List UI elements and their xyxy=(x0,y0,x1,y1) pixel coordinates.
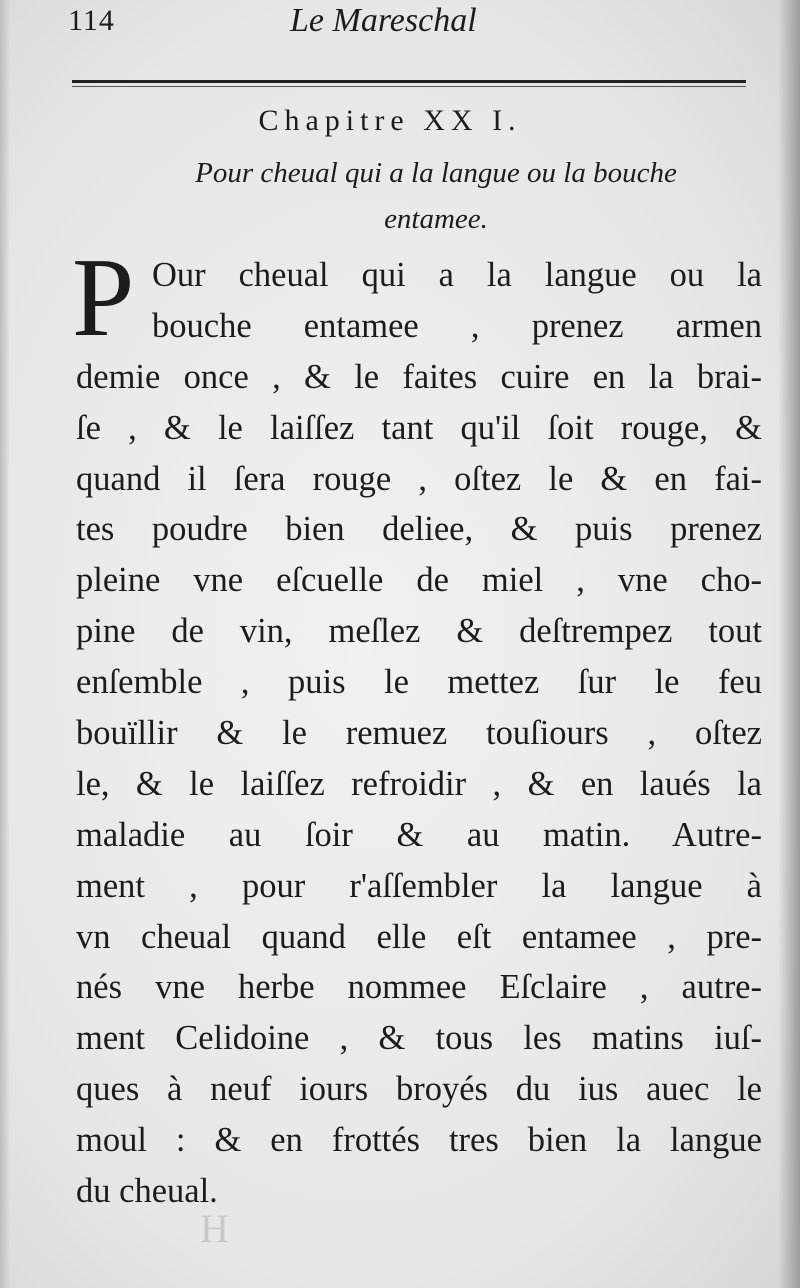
text-line: pine de vin, meſlez & deſtrempez tout xyxy=(76,612,762,651)
text-line: ment Celidoine , & tous les matins iuſ- xyxy=(76,1019,762,1058)
signature-mark: H xyxy=(200,1206,229,1251)
header-rule xyxy=(72,80,746,83)
running-head: Le Mareschal xyxy=(290,2,477,39)
text-line: nés vne herbe nommee Eſclaire , autre- xyxy=(76,968,762,1007)
text-line: le, & le laiſſez refroidir , & en laués la xyxy=(76,764,762,803)
chapter-subtitle-line-2: entamee. xyxy=(384,203,488,235)
header-rule-thin xyxy=(72,86,746,87)
text-line: enſemble , puis le mettez ſur le feu xyxy=(76,663,762,702)
text-line: quand il ſera rouge , oſtez le & en fai- xyxy=(76,459,762,498)
text-line: du cheual. xyxy=(76,1172,218,1211)
page-right-shadow xyxy=(778,0,800,1288)
text-line: bouïllir & le remuez touſiours , oſtez xyxy=(76,714,762,753)
chapter-heading: Chapitre XX I. xyxy=(258,104,522,137)
text-line: maladie au ſoir & au matin. Autre- xyxy=(76,815,762,854)
text-line: vn cheual quand elle eſt entamee , pre- xyxy=(76,917,762,956)
text-line: ques à neuf iours broyés du ius auec le xyxy=(76,1070,762,1109)
text-line: tes poudre bien deliee, & puis prenez xyxy=(76,510,762,549)
text-line: Our cheual qui a la langue ou la xyxy=(152,256,762,294)
text-line: ſe , & le laiſſez tant qu'il ſoit rouge, & xyxy=(76,408,762,447)
page-number: 114 xyxy=(68,4,115,37)
text-line: demie once , & le faites cuire en la brai- xyxy=(76,357,762,396)
chapter-subtitle-line-1: Pour cheual qui a la langue ou la bouche xyxy=(195,157,677,189)
chapter-subtitle xyxy=(96,150,776,242)
body-text xyxy=(76,250,762,1217)
text-line: bouche entamee , prenez armen xyxy=(152,306,762,345)
text-line: ment , pour r'aſſembler la langue à xyxy=(76,866,762,905)
text-line: pleine vne eſcuelle de miel , vne cho- xyxy=(76,561,762,600)
page-left-shadow xyxy=(0,0,10,1288)
drop-cap: P xyxy=(72,236,135,360)
text-line: moul : & en frottés tres bien la langue xyxy=(76,1121,762,1160)
